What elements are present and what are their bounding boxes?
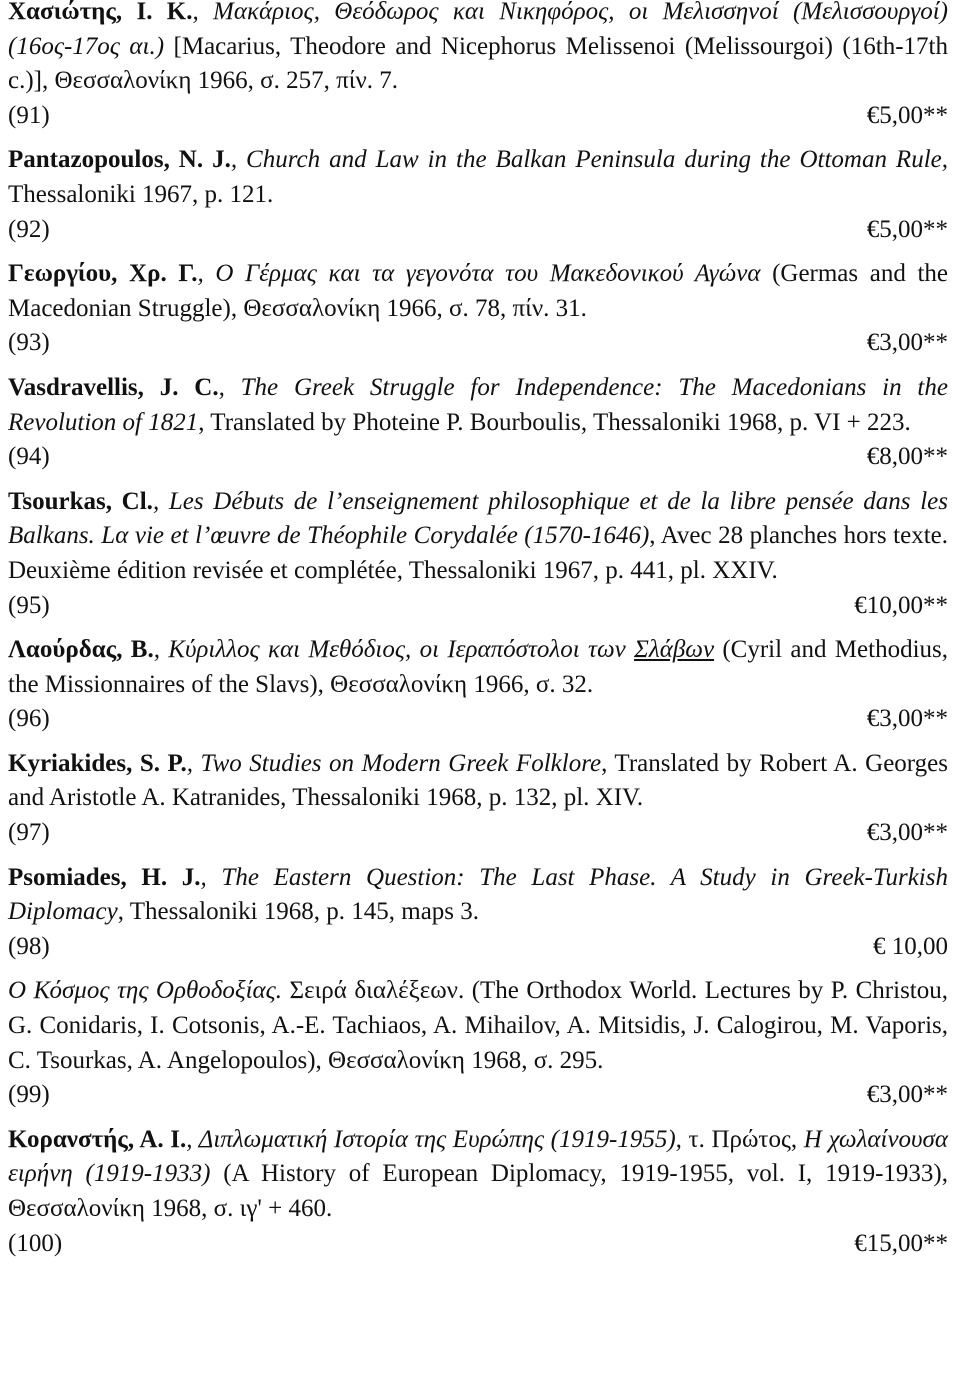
- entry-citation: [8, 143, 948, 212]
- entry-price-line: [8, 440, 948, 475]
- entry-price-line: [8, 930, 948, 965]
- catalog-entry: [8, 974, 948, 1112]
- entry-author: Tsourkas, Cl.: [8, 487, 153, 515]
- entry-title-italic: , Διπλωματική Ιστορία της Ευρώπης (1919-1955),: [186, 1125, 682, 1153]
- entry-title-italic: Ο Κόσμος της Ορθοδοξίας.: [8, 977, 283, 1005]
- entry-citation: [8, 747, 948, 816]
- entry-details: (Germas and the Macedonian Struggle), Θεσσαλονίκη 1966, σ. 78, πίν. 31.: [8, 260, 948, 322]
- entry-details: (A History of European Diplomacy, 1919-1955, vol. I, 1919-1933), Θεσσαλονίκη 1968, σ. ιγ' + 460.: [8, 1160, 948, 1222]
- entry-price: €3,00**: [866, 329, 948, 357]
- catalog-entry: [8, 257, 948, 361]
- entry-number: (98): [8, 932, 50, 960]
- entry-price-line: [8, 816, 948, 851]
- entry-price: €5,00**: [866, 215, 948, 243]
- entry-title-italic: , Μακάριος, Θεόδωρος και Νικηφόρος, οι Μελισσηνοί (Μελισσουργοί) (16ος-17ος αι.): [8, 0, 949, 60]
- catalog-entry: [8, 1123, 948, 1261]
- entry-price-line: [8, 326, 948, 361]
- entry-number: (97): [8, 819, 50, 847]
- entry-title-italic: , Ο Γέρμας και τα γεγονότα του Μακεδονικού Αγώνα: [197, 260, 761, 288]
- entry-number: (100): [8, 1229, 63, 1257]
- entry-price-line: [8, 702, 948, 737]
- entry-author: Kyriakides, S. P.: [8, 749, 187, 777]
- entry-price-line: [8, 213, 948, 248]
- entry-title-italic: Κύριλλος και Μεθόδιος, οι Ιεραπόστολοι των: [168, 636, 635, 664]
- entry-number: (96): [8, 705, 50, 733]
- catalog-entry: [8, 0, 948, 133]
- entry-price: € 10,00: [873, 932, 948, 960]
- entry-number: (92): [8, 215, 50, 243]
- entry-title-italic: , Two Studies on Modern Greek Folklore: [186, 749, 602, 777]
- entry-author: Pantazopoulos, N. J.: [8, 146, 231, 174]
- entry-title-italic: , The Eastern Question: The Last Phase. A Study in Greek-Turkish Diplomacy: [8, 863, 948, 926]
- entry-number: (99): [8, 1081, 50, 1109]
- catalog-entry: [8, 861, 948, 965]
- entry-number: (95): [8, 591, 50, 619]
- entry-title-italic: ,: [153, 636, 169, 664]
- entry-details: [Macarius, Theodore and Nicephorus Melissenoi (Melissourgoi) (16th-17th c.)], Θεσσαλονίκη 1966, σ. 257, πίν. 7.: [8, 32, 948, 95]
- entry-price: €3,00**: [866, 819, 948, 847]
- entry-details: τ. Πρώτος,: [681, 1125, 804, 1153]
- catalog-entry: [8, 633, 948, 737]
- entry-citation: [8, 485, 948, 589]
- entry-number: (94): [8, 443, 50, 471]
- entry-title-italic: , Church and Law in the Balkan Peninsula during the Ottoman Rule,: [230, 146, 948, 174]
- entry-price-line: [8, 1078, 948, 1113]
- entry-author: Psomiades, H. J.: [8, 863, 201, 891]
- entry-price: €3,00**: [866, 1081, 948, 1109]
- entry-title-italic: Η χωλαίνουσα ειρήνη (1919-1933): [8, 1125, 948, 1188]
- entry-details: , Avec 28 planches hors texte. Deuxième édition revisée et complétée, Thessaloniki 1967, p. 441, pl. XXIV.: [8, 522, 948, 584]
- entry-price: €8,00**: [866, 443, 948, 471]
- entry-price: €15,00**: [854, 1229, 948, 1257]
- entry-price-line: [8, 589, 948, 624]
- entry-title-underlined: Σλάβων: [634, 636, 715, 664]
- entry-price-line: [8, 1227, 948, 1262]
- entry-author: Γεωργίου, Χρ. Γ.: [8, 260, 198, 288]
- entry-author: Κορανστής, Α. Ι.: [8, 1125, 187, 1153]
- entry-details: Thessaloniki 1967, p. 121.: [8, 180, 274, 208]
- entry-number: (91): [8, 101, 50, 129]
- entry-price: €10,00**: [854, 591, 948, 619]
- entry-title-italic: , The Greek Struggle for Independence: The Macedonians in the Revolution of 1821: [8, 373, 948, 436]
- entry-price: €3,00**: [866, 705, 948, 733]
- entry-citation: [8, 861, 948, 930]
- entry-citation: [8, 371, 948, 440]
- catalog-entry: [8, 371, 948, 475]
- entry-details: , Thessaloniki 1968, p. 145, maps 3.: [117, 898, 480, 926]
- entry-citation: [8, 974, 948, 1078]
- entry-author: Vasdravellis, J. C.: [8, 373, 219, 401]
- entry-citation: [8, 0, 948, 99]
- entry-price: €5,00**: [866, 101, 948, 129]
- catalog-entry: [8, 143, 948, 247]
- entry-title-italic: , Les Débuts de l’enseignement philosophique et de la libre pensée dans les Balkans. Lα vie et l’œuvre de Théophile Corydalée (1570-1646): [8, 487, 948, 550]
- entry-citation: [8, 1123, 948, 1227]
- entry-number: (93): [8, 329, 50, 357]
- entry-details: Σειρά διαλέξεων. (The Orthodox World. Lectures by P. Christou, G. Conidaris, I. Cotsonis, A.-E. Tachiaos, A. Mihailov, A. Mitsidis, J. Calogirou, M. Vaporis, C. Tsourkas, A. Angelopoulos), Θεσσαλονίκη 1968, σ. 295.: [8, 977, 948, 1074]
- catalog-entry: [8, 485, 948, 623]
- entry-author: Χασιώτης, Ι. Κ.: [8, 0, 193, 25]
- catalog-entry: [8, 747, 948, 851]
- entry-author: Λαούρδας, Β.: [8, 636, 154, 664]
- entry-citation: [8, 633, 948, 702]
- entry-details: (Cyril and Methodius, the Missionnaires of the Slavs), Θεσσαλονίκη 1966, σ. 32.: [8, 636, 948, 698]
- entry-citation: [8, 257, 948, 326]
- entry-details: , Translated by Photeine P. Bourboulis, Thessaloniki 1968, p. VI + 223.: [198, 408, 911, 436]
- entry-details: , Translated by Robert A. Georges and Aristotle A. Katranides, Thessaloniki 1968, p. 132, pl. XIV.: [8, 749, 948, 812]
- entry-price-line: [8, 99, 948, 134]
